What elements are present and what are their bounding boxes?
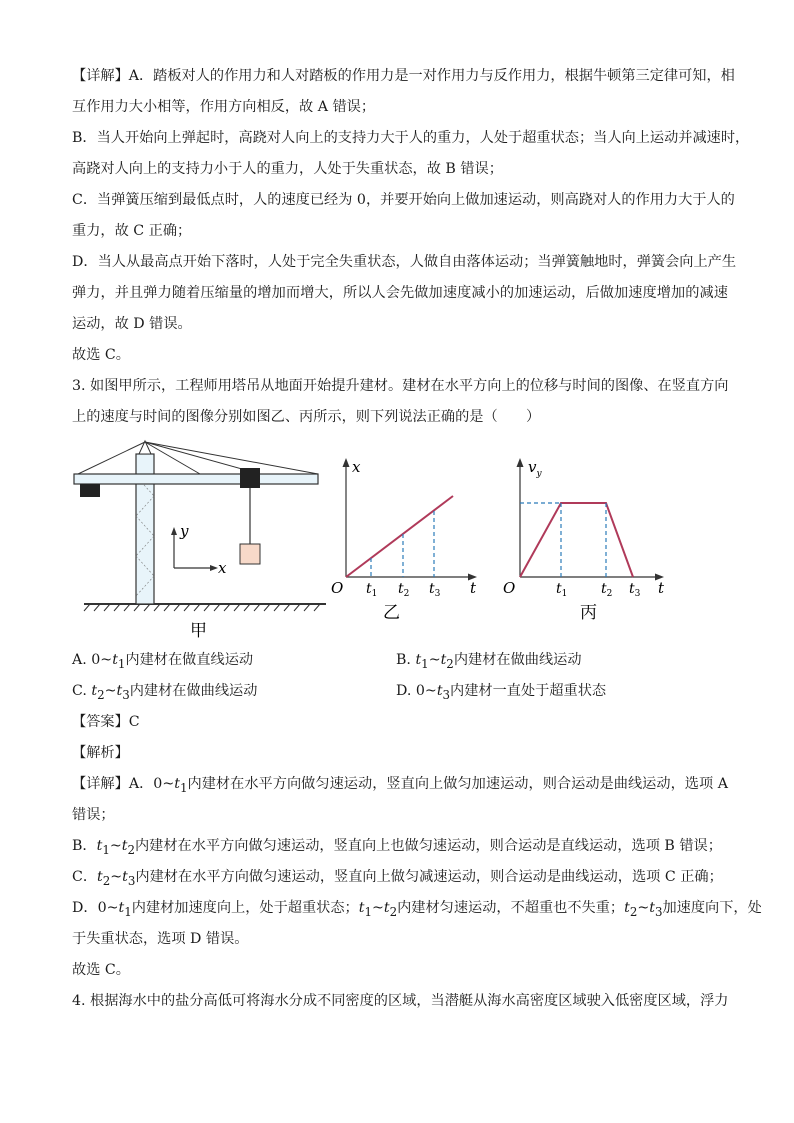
explanation-a-var: t	[174, 776, 180, 792]
prev-explanation-line-1: 【详解】A．踏板对人的作用力和人对踏板的作用力是一对作用力与反作用力，根据牛顿第三定律可知，相	[72, 68, 735, 84]
explanation-d-sub5: 3	[654, 904, 663, 919]
figure-caption-yi: 乙	[383, 603, 400, 623]
answer-label: 【答案】	[72, 714, 129, 730]
option-b-text: 内建材在做曲线运动	[453, 652, 582, 668]
explanation-d-line-1: D．$0\sim t_1$内建材加速度向上，处于超重状态；$t_1\sim t_2$内建材匀速运动，不超重也不失重；$t_2\sim t_3$加速度向下，处	[72, 900, 762, 919]
option-d-sub: 3	[442, 687, 451, 702]
figure-caption-jia: 甲	[190, 621, 207, 641]
explanation-c-var2: t	[122, 869, 128, 885]
option-c-mid: ~	[104, 683, 117, 699]
figure-jia-tower-crane	[72, 436, 332, 642]
explanation-a-prefix: 【详解】A．0~	[72, 776, 175, 792]
bing-vertical-arrowhead	[517, 458, 524, 467]
yi-displacement-line	[346, 496, 453, 577]
yi-tick-t2: $t_2$	[398, 581, 410, 599]
prev-explanation-line-8: 弹力，并且弹力随着压缩量的增加而增大，所以人会先做加速度减小的加速运动，后做加速度增加的减速	[72, 285, 728, 301]
yi-tick-t1: $t_1$	[366, 581, 378, 599]
explanation-d-var: t	[118, 900, 125, 916]
bing-y-label: $v_y$	[528, 458, 542, 479]
analysis-label: 【解析】	[72, 745, 129, 761]
answer-value: C	[128, 714, 140, 730]
explanation-a-line-2: 错误；	[72, 807, 115, 823]
option-a-prefix: A. 0~	[72, 652, 113, 668]
option-c-var2: t	[116, 683, 123, 699]
answer-line	[72, 712, 728, 732]
option-b-mid: ~	[428, 652, 441, 668]
option-c-sub2: 3	[122, 687, 130, 702]
prev-explanation-line-6: 重力，故 C 正确；	[72, 223, 192, 239]
axis-label-x: x	[218, 559, 227, 577]
option-d-prefix: D. 0~	[396, 683, 437, 699]
explanation-b-sub2: 2	[127, 842, 135, 857]
explanation-d-line-2: 于失重状态，选项 D 错误。	[72, 931, 249, 947]
yi-vertical-arrowhead	[343, 458, 350, 467]
option-a[interactable]	[72, 650, 253, 674]
bing-tick-t3: $t_3$	[629, 581, 641, 599]
explanation-b-var: t	[96, 838, 103, 854]
ground-hatching	[84, 604, 320, 611]
explanation-a-line-1	[72, 774, 728, 798]
option-b-prefix: B.	[396, 652, 416, 668]
option-b-var2: t	[440, 652, 447, 668]
axis-label-y: y	[180, 522, 189, 540]
bing-x-label: t	[658, 579, 665, 597]
option-c-prefix: C.	[72, 683, 92, 699]
prev-explanation-line-7: D．当人从最高点开始下落时，人处于完全失重状态，人做自由落体运动；当弹簧触地时，弹簧会向上产生	[72, 254, 737, 270]
yi-y-label: x	[352, 458, 361, 476]
yi-tick-t3: $t_3$	[429, 581, 441, 599]
explanation-d-sub2: 1	[364, 904, 372, 919]
explanation-c-text: 内建材在水平方向做匀速运动，竖直向上做匀减速运动，则合运动是曲线运动，选项 C 正确；	[135, 869, 723, 885]
explanation-a-sub: 1	[179, 780, 188, 795]
option-d-text: 内建材一直处于超重状态	[450, 683, 607, 699]
explanation-d-var4: t	[624, 900, 630, 916]
explanation-b: B．$t_1\sim t_2$内建材在水平方向做匀速运动，竖直向上也做匀速运动，则合运动是直线运动，选项 B 错误；	[72, 838, 722, 857]
prev-conclusion: 故选 C。	[72, 347, 130, 363]
option-c-text: 内建材在做曲线运动	[129, 683, 258, 699]
option-b[interactable]	[396, 650, 582, 674]
prev-explanation-line-4: 高跷对人向上的支持力小于人的重力，人处于失重状态，故 B 错误；	[72, 161, 503, 177]
explanation-b-sub: 1	[102, 842, 110, 857]
explanation-d-sub3: 2	[389, 904, 398, 919]
bing-origin: O	[503, 579, 516, 597]
explanation-b-var2: t	[121, 838, 128, 854]
explanation-b-prefix: B．	[72, 838, 97, 854]
question4-stem-line-1: 4. 根据海水中的盐分高低可将海水分成不同密度的区域，当潜艇从海水高密度区域驶入低密度区域，浮力	[72, 993, 729, 1009]
x-arrowhead	[210, 565, 218, 571]
rear-cable	[78, 442, 145, 474]
explanation-c: C．$t_2\sim t_3$内建材在水平方向做匀速运动，竖直向上做匀减速运动，则合运动是曲线运动，选项 C 正确；	[72, 869, 723, 888]
option-a-sub: 1	[117, 656, 126, 671]
front-cable-3	[145, 442, 318, 474]
explanation-d-var3: t	[383, 900, 390, 916]
counterweight	[80, 484, 100, 497]
prev-explanation-line-9: 运动，故 D 错误。	[72, 316, 192, 332]
bing-tick-t2: $t_2$	[601, 581, 613, 599]
option-b-sub: 1	[421, 656, 429, 671]
option-c-var: t	[91, 683, 98, 699]
explanation-d-text-2: 内建材匀速运动，不超重也不失重；	[397, 900, 625, 916]
crane-jib	[74, 474, 318, 484]
option-b-var: t	[415, 652, 422, 668]
option-b-sub2: 2	[446, 656, 454, 671]
explanation-d-prefix: D．0~	[72, 900, 119, 916]
option-d[interactable]	[396, 681, 606, 705]
explanation-c-prefix: C．	[72, 869, 98, 885]
final-conclusion: 故选 C。	[72, 962, 130, 978]
figure-bing-vy-t-graph	[498, 450, 678, 630]
explanation-d-text-1: 内建材加速度向上，处于超重状态；	[131, 900, 359, 916]
figure-caption-bing: 丙	[580, 603, 597, 623]
y-arrowhead	[171, 527, 177, 535]
yi-origin: O	[331, 579, 344, 597]
explanation-d-var2: t	[358, 900, 365, 916]
explanation-a-text: 内建材在水平方向做匀速运动，竖直向上做匀加速运动，则合运动是曲线运动，选项 A	[187, 776, 728, 792]
option-a-var: t	[112, 652, 118, 668]
explanation-d-sub: 1	[124, 904, 132, 919]
option-c-sub: 2	[97, 687, 105, 702]
prev-explanation-line-3: B．当人开始向上弹起时，高跷对人向上的支持力大于人的重力，人处于超重状态；当人向上运动并减速时，	[72, 130, 750, 146]
explanation-c-sub: 2	[102, 873, 111, 888]
yi-x-label: t	[470, 579, 477, 597]
bing-tick-t1: $t_1$	[556, 581, 568, 599]
question3-stem-line-2: 上的速度与时间的图像分别如图乙、丙所示，则下列说法正确的是（ ）	[72, 409, 541, 425]
option-c[interactable]	[72, 681, 257, 705]
trolley	[240, 468, 260, 488]
bing-velocity-line	[520, 503, 633, 577]
explanation-d-sub4: 2	[629, 904, 638, 919]
explanation-c-sub2: 3	[127, 873, 136, 888]
explanation-d-text-3: 加速度向下，处	[662, 900, 762, 916]
prev-explanation-line-2: 互作用力大小相等，作用方向相反，故 A 错误；	[72, 99, 376, 115]
prev-explanation-line-5: C．当弹簧压缩到最低点时，人的速度已经为 0，并要开始向上做加速运动，则高跷对人的作用力大于人的	[72, 192, 735, 208]
figure-yi-x-t-graph	[326, 450, 486, 630]
explanation-b-text: 内建材在水平方向做匀速运动，竖直向上也做匀速运动，则合运动是直线运动，选项 B 错误；	[134, 838, 722, 854]
option-d-var: t	[436, 683, 443, 699]
building-material	[240, 544, 260, 564]
question3-stem-line-1: 3. 如图甲所示，工程师用塔吊从地面开始提升建材。建材在水平方向上的位移与时间的图像、在竖直方向	[72, 378, 729, 394]
explanation-d-var5: t	[649, 900, 655, 916]
option-a-text: 内建材在做直线运动	[125, 652, 254, 668]
explanation-c-var: t	[97, 869, 103, 885]
